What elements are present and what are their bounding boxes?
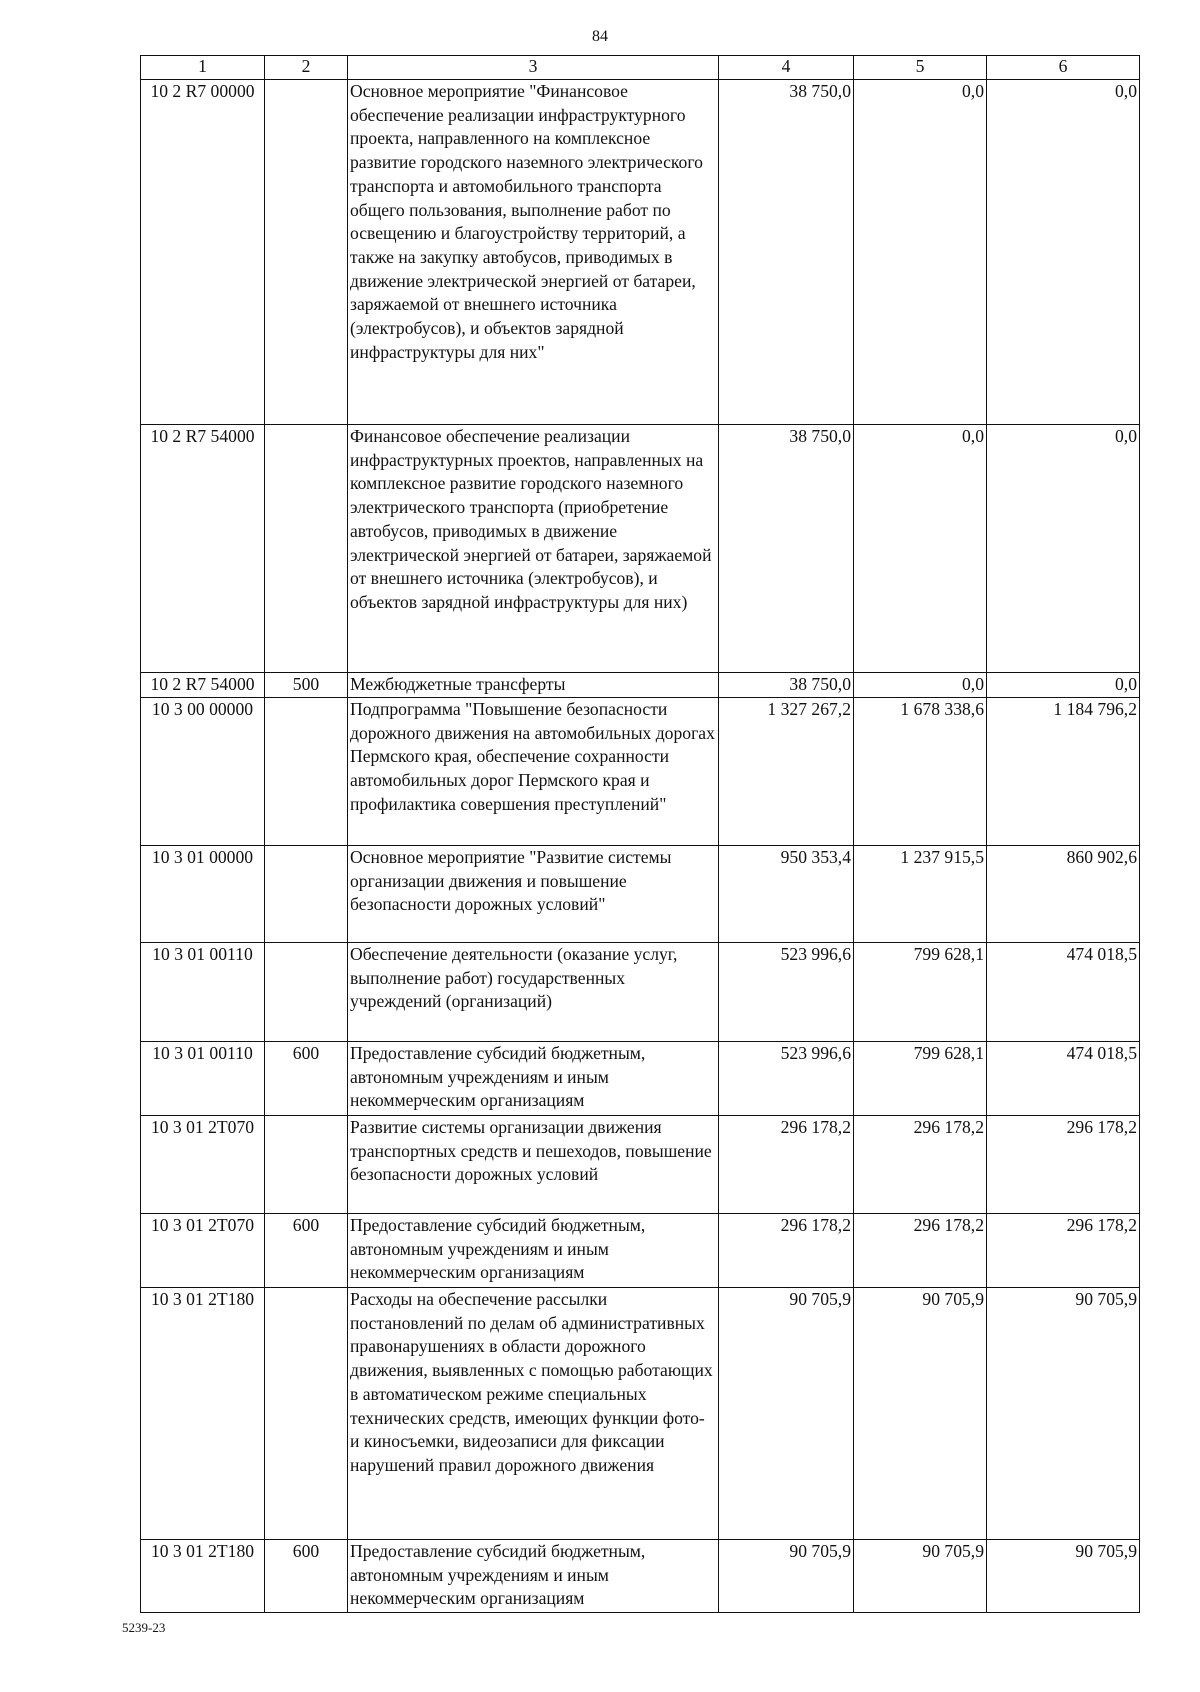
table-row <box>141 80 1140 425</box>
row-value-col4: 296 178,2 <box>719 1116 854 1214</box>
row-value-col6: 0,0 <box>987 80 1140 425</box>
row-value-col5: 90 705,9 <box>854 1540 987 1613</box>
column-header-2: 2 <box>265 56 348 80</box>
row-code: 10 2 R7 00000 <box>141 80 265 425</box>
row-expense-type <box>265 1288 348 1540</box>
row-value-col5: 0,0 <box>854 80 987 425</box>
row-value-col4: 90 705,9 <box>719 1540 854 1613</box>
row-expense-type: 600 <box>265 1540 348 1613</box>
row-name: Развитие системы организации движения транспортных средств и пешеходов, повышение безопасности дорожных условий <box>348 1116 719 1214</box>
row-expense-type <box>265 425 348 673</box>
column-header-1: 1 <box>141 56 265 80</box>
row-value-col5: 296 178,2 <box>854 1116 987 1214</box>
row-value-col5: 1 237 915,5 <box>854 846 987 943</box>
row-value-col4: 38 750,0 <box>719 425 854 673</box>
page-number: 84 <box>592 28 608 45</box>
row-value-col6: 0,0 <box>987 425 1140 673</box>
row-expense-type <box>265 846 348 943</box>
row-value-col5: 90 705,9 <box>854 1288 987 1540</box>
column-header-6: 6 <box>987 56 1140 80</box>
row-value-col4: 38 750,0 <box>719 673 854 698</box>
row-code: 10 2 R7 54000 <box>141 673 265 698</box>
row-value-col6: 90 705,9 <box>987 1540 1140 1613</box>
row-value-col4: 523 996,6 <box>719 1042 854 1116</box>
table-header-row <box>141 56 1140 80</box>
row-name: Основное мероприятие "Финансовое обеспечение реализации инфраструктурного проекта, направленного на комплексное развитие городского наземного электрического транспорта и автомобильного транспорта общего пользования, выполнение работ по освещению и благоустройству территорий, а также на закупку автобусов, приводимых в движение электрической энергией от батареи, заряжаемой от внешнего источника (электробусов), и объектов зарядной инфраструктуры для них" <box>348 80 719 425</box>
row-expense-type: 500 <box>265 673 348 698</box>
table-row <box>141 1116 1140 1214</box>
row-name: Межбюджетные трансферты <box>348 673 719 698</box>
table-row <box>141 846 1140 943</box>
row-name: Обеспечение деятельности (оказание услуг, выполнение работ) государственных учреждений (организаций) <box>348 943 719 1042</box>
row-expense-type: 600 <box>265 1042 348 1116</box>
row-value-col4: 523 996,6 <box>719 943 854 1042</box>
row-expense-type <box>265 698 348 846</box>
row-name: Предоставление субсидий бюджетным, автономным учреждениям и иным некоммерческим организациям <box>348 1042 719 1116</box>
row-name: Расходы на обеспечение рассылки постановлений по делам об административных правонарушениях в области дорожного движения, выявленных с помощью работающих в автоматическом режиме специальных технических средств, имеющих функции фото- и киносъемки, видеозаписи для фиксации нарушений правил дорожного движения <box>348 1288 719 1540</box>
row-code: 10 3 01 2Т070 <box>141 1116 265 1214</box>
row-value-col6: 860 902,6 <box>987 846 1140 943</box>
table-row <box>141 1042 1140 1116</box>
row-code: 10 3 00 00000 <box>141 698 265 846</box>
document-code: 5239-23 <box>122 1620 166 1635</box>
table-row <box>141 1540 1140 1613</box>
row-name: Подпрограмма "Повышение безопасности дорожного движения на автомобильных дорогах Пермского края, обеспечение сохранности автомобильных дорог Пермского края и профилактика совершения преступлений" <box>348 698 719 846</box>
row-name: Основное мероприятие "Развитие системы организации движения и повышение безопасности дорожных условий" <box>348 846 719 943</box>
row-value-col6: 0,0 <box>987 673 1140 698</box>
row-expense-type: 600 <box>265 1214 348 1288</box>
budget-table <box>140 55 1140 1613</box>
row-value-col6: 1 184 796,2 <box>987 698 1140 846</box>
row-expense-type <box>265 943 348 1042</box>
row-value-col5: 799 628,1 <box>854 1042 987 1116</box>
row-code: 10 3 01 00110 <box>141 1042 265 1116</box>
row-value-col6: 474 018,5 <box>987 1042 1140 1116</box>
row-expense-type <box>265 80 348 425</box>
row-value-col6: 296 178,2 <box>987 1116 1140 1214</box>
table-row <box>141 673 1140 698</box>
column-header-3: 3 <box>348 56 719 80</box>
row-name: Предоставление субсидий бюджетным, автономным учреждениям и иным некоммерческим организациям <box>348 1214 719 1288</box>
row-expense-type <box>265 1116 348 1214</box>
row-value-col6: 90 705,9 <box>987 1288 1140 1540</box>
row-value-col4: 90 705,9 <box>719 1288 854 1540</box>
row-name: Предоставление субсидий бюджетным, автономным учреждениям и иным некоммерческим организациям <box>348 1540 719 1613</box>
row-value-col5: 296 178,2 <box>854 1214 987 1288</box>
row-value-col4: 296 178,2 <box>719 1214 854 1288</box>
row-value-col4: 950 353,4 <box>719 846 854 943</box>
row-value-col6: 474 018,5 <box>987 943 1140 1042</box>
table-row <box>141 943 1140 1042</box>
row-value-col5: 799 628,1 <box>854 943 987 1042</box>
row-name: Финансовое обеспечение реализации инфраструктурных проектов, направленных на комплексное развитие городского наземного электрического транспорта (приобретение автобусов, приводимых в движение электрической энергией от батареи, заряжаемой от внешнего источника (электробусов), и объектов зарядной инфраструктуры для них) <box>348 425 719 673</box>
table-row <box>141 425 1140 673</box>
row-code: 10 2 R7 54000 <box>141 425 265 673</box>
row-value-col4: 38 750,0 <box>719 80 854 425</box>
table-row <box>141 1288 1140 1540</box>
row-code: 10 3 01 2Т180 <box>141 1540 265 1613</box>
row-code: 10 3 01 2Т180 <box>141 1288 265 1540</box>
row-code: 10 3 01 00110 <box>141 943 265 1042</box>
row-value-col5: 0,0 <box>854 425 987 673</box>
table-row <box>141 1214 1140 1288</box>
column-header-4: 4 <box>719 56 854 80</box>
row-value-col5: 0,0 <box>854 673 987 698</box>
row-code: 10 3 01 2Т070 <box>141 1214 265 1288</box>
table-row <box>141 698 1140 846</box>
column-header-5: 5 <box>854 56 987 80</box>
row-value-col5: 1 678 338,6 <box>854 698 987 846</box>
row-value-col6: 296 178,2 <box>987 1214 1140 1288</box>
row-code: 10 3 01 00000 <box>141 846 265 943</box>
row-value-col4: 1 327 267,2 <box>719 698 854 846</box>
